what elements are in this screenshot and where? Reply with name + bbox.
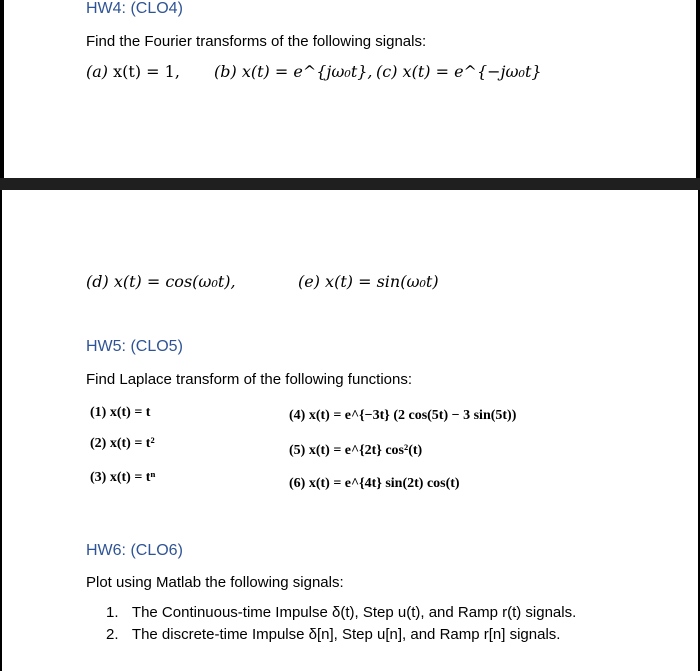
hw5-item-6-label: (6) xyxy=(289,476,306,491)
hw5-item-4 xyxy=(289,408,516,424)
hw4-title: HW4: (CLO4) xyxy=(86,0,183,17)
hw6-list-item-1-num: 1. xyxy=(106,604,119,621)
page-divider xyxy=(0,178,700,190)
hw6-list-item-1-text: The Continuous-time Impulse δ(t), Step u(t), and Ramp r(t) signals. xyxy=(131,604,577,621)
hw5-item-2-label: (2) xyxy=(90,436,107,451)
hw4-item-c xyxy=(376,62,542,81)
hw4-item-b xyxy=(214,62,373,81)
hw4-item-d-expr: x(t) = cos(ω₀t), xyxy=(113,272,236,291)
hw6-list-item-2 xyxy=(106,626,560,643)
hw4-item-d xyxy=(86,272,236,291)
hw6-list-item-1 xyxy=(106,604,576,621)
hw6-list-item-2-text: The discrete-time Impulse δ[n], Step u[n], and Ramp r[n] signals. xyxy=(131,626,561,643)
hw5-item-4-expr: x(t) = e^{−3t} (2 cos(5t) − 3 sin(5t)) xyxy=(308,408,517,423)
hw5-item-1 xyxy=(90,405,150,421)
hw5-item-2-expr: x(t) = t² xyxy=(109,436,155,451)
hw6-title: HW6: (CLO6) xyxy=(86,542,183,559)
hw5-item-4-label: (4) xyxy=(289,408,306,423)
page-edge-left-lower xyxy=(0,190,2,671)
page-edge-right xyxy=(696,0,700,178)
hw5-item-3-label: (3) xyxy=(90,470,107,485)
hw5-item-3 xyxy=(90,470,155,486)
hw4-item-e xyxy=(298,272,439,291)
hw5-item-2 xyxy=(90,436,155,452)
hw4-item-a xyxy=(86,62,180,81)
hw4-item-d-label: (d) xyxy=(86,272,109,291)
hw4-item-a-expr: x(t) = 1, xyxy=(113,62,180,81)
hw5-item-6 xyxy=(289,476,460,492)
hw5-item-5 xyxy=(289,443,422,459)
hw5-instruction: Find Laplace transform of the following functions: xyxy=(86,371,413,388)
hw4-item-c-label: (c) xyxy=(376,62,398,81)
hw6-list-item-2-num: 2. xyxy=(106,626,119,643)
hw4-item-b-expr: x(t) = e^{jω₀t}, xyxy=(241,62,373,81)
hw5-item-1-label: (1) xyxy=(90,405,107,420)
hw5-item-5-label: (5) xyxy=(289,443,306,458)
hw5-item-3-expr: x(t) = tⁿ xyxy=(109,470,156,485)
hw5-item-1-expr: x(t) = t xyxy=(109,405,151,420)
hw4-item-e-label: (e) xyxy=(298,272,320,291)
hw4-item-b-label: (b) xyxy=(214,62,237,81)
hw4-instruction: Find the Fourier transforms of the following signals: xyxy=(86,33,427,50)
hw4-item-a-label: (a) xyxy=(86,62,109,81)
hw6-instruction: Plot using Matlab the following signals: xyxy=(86,574,344,591)
page-edge-left xyxy=(0,0,4,178)
hw5-item-6-expr: x(t) = e^{4t} sin(2t) cos(t) xyxy=(308,476,460,491)
hw4-item-c-expr: x(t) = e^{−jω₀t} xyxy=(402,62,542,81)
hw5-item-5-expr: x(t) = e^{2t} cos²(t) xyxy=(308,443,423,458)
hw5-title: HW5: (CLO5) xyxy=(86,338,183,355)
hw4-item-e-expr: x(t) = sin(ω₀t) xyxy=(325,272,439,291)
